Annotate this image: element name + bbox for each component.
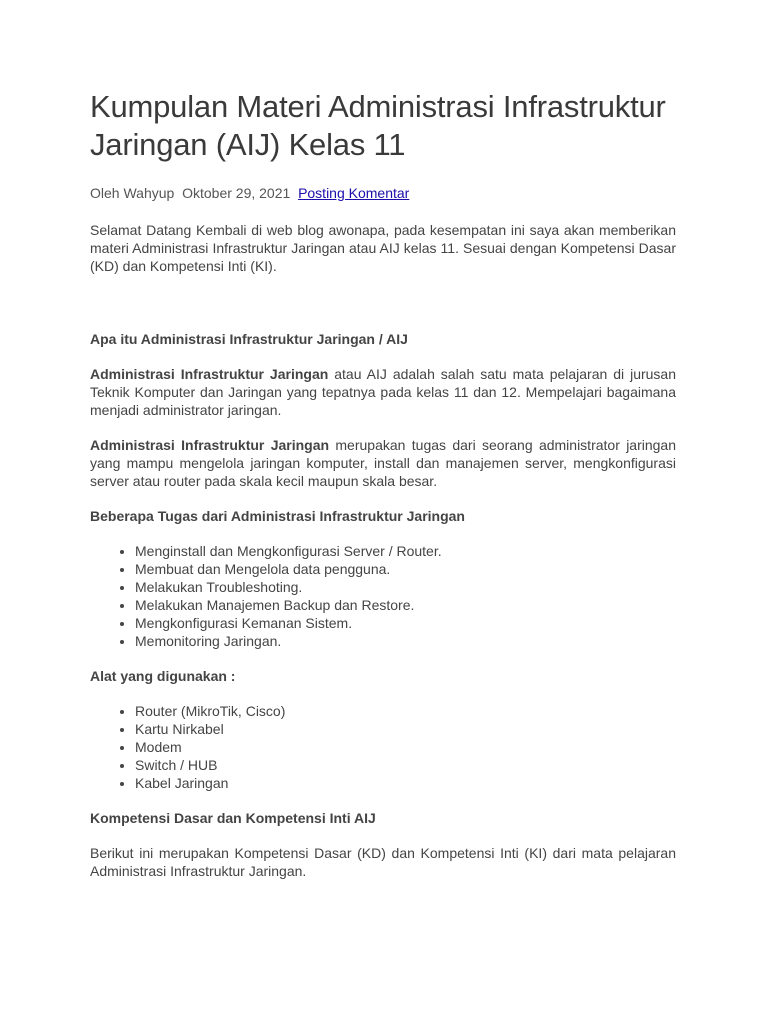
list-item: • Memonitoring Jaringan.: [135, 632, 676, 650]
list-item: • Membuat dan Mengelola data pengguna.: [135, 560, 676, 578]
article: [90, 88, 676, 880]
list-item: • Router (MikroTik, Cisco): [135, 702, 676, 720]
list-item: • Melakukan Troubleshoting.: [135, 578, 676, 596]
section-heading-tools: Alat yang digunakan :: [90, 668, 236, 684]
definition-term: Administrasi Infrastruktur Jaringan: [90, 366, 329, 382]
duties-paragraph: [90, 436, 676, 490]
post-meta: [90, 184, 676, 202]
list-item: • Kabel Jaringan: [135, 774, 676, 792]
section-heading-competencies: Kompetensi Dasar dan Kompetensi Inti AIJ: [90, 810, 376, 826]
intro-paragraph: Selamat Datang Kembali di web blog awonapa, pada kesempatan ini saya akan memberikan materi Administrasi Infrastruktur Jaringan atau AIJ kelas 11. Sesuai dengan Kompetensi Dasar (KD) dan Kompetensi Inti (KI).: [90, 222, 676, 274]
section-heading-what-is-aij: Apa itu Administrasi Infrastruktur Jaringan / AIJ: [90, 331, 408, 347]
list-item: • Kartu Nirkabel: [135, 720, 676, 738]
spacer: [90, 275, 676, 330]
author-prefix: Oleh: [90, 185, 124, 201]
list-item: • Melakukan Manajemen Backup dan Restore.: [135, 596, 676, 614]
article-title: Kumpulan Materi Administrasi Infrastruktur Jaringan (AIJ) Kelas 11: [90, 89, 666, 162]
section-heading-tasks: Beberapa Tugas dari Administrasi Infrastruktur Jaringan: [90, 508, 465, 524]
list-item: • Mengkonfigurasi Kemanan Sistem.: [135, 614, 676, 632]
list-item: • Menginstall dan Mengkonfigurasi Server / Router.: [135, 542, 676, 560]
duties-text: merupakan tugas dari seorang administrator jaringan yang mampu mengelola jaringan komputer, install dan manajemen server, mengkonfigurasi server atau router pada skala kecil maupun skala besar.: [90, 437, 677, 489]
competencies-paragraph: Berikut ini merupakan Kompetensi Dasar (KD) dan Kompetensi Inti (KI) dari mata pelajaran Administrasi Infrastruktur Jaringan.: [90, 845, 676, 879]
post-date[interactable]: Oktober 29, 2021: [182, 185, 291, 201]
duties-term: Administrasi Infrastruktur Jaringan: [90, 437, 330, 453]
tools-list: [90, 702, 676, 792]
list-item: • Switch / HUB: [135, 756, 676, 774]
author-name[interactable]: Wahyup: [123, 185, 175, 201]
list-item: • Modem: [135, 738, 676, 756]
comment-link[interactable]: Posting Komentar: [298, 185, 410, 201]
definition-paragraph: [90, 365, 676, 419]
tasks-list: [90, 542, 676, 650]
definition-text: atau AIJ adalah salah satu mata pelajaran di jurusan Teknik Komputer dan Jaringan yang tepatnya pada kelas 11 dan 12. Mempelajari bagaimana menjadi administrator jaringan.: [90, 366, 676, 418]
